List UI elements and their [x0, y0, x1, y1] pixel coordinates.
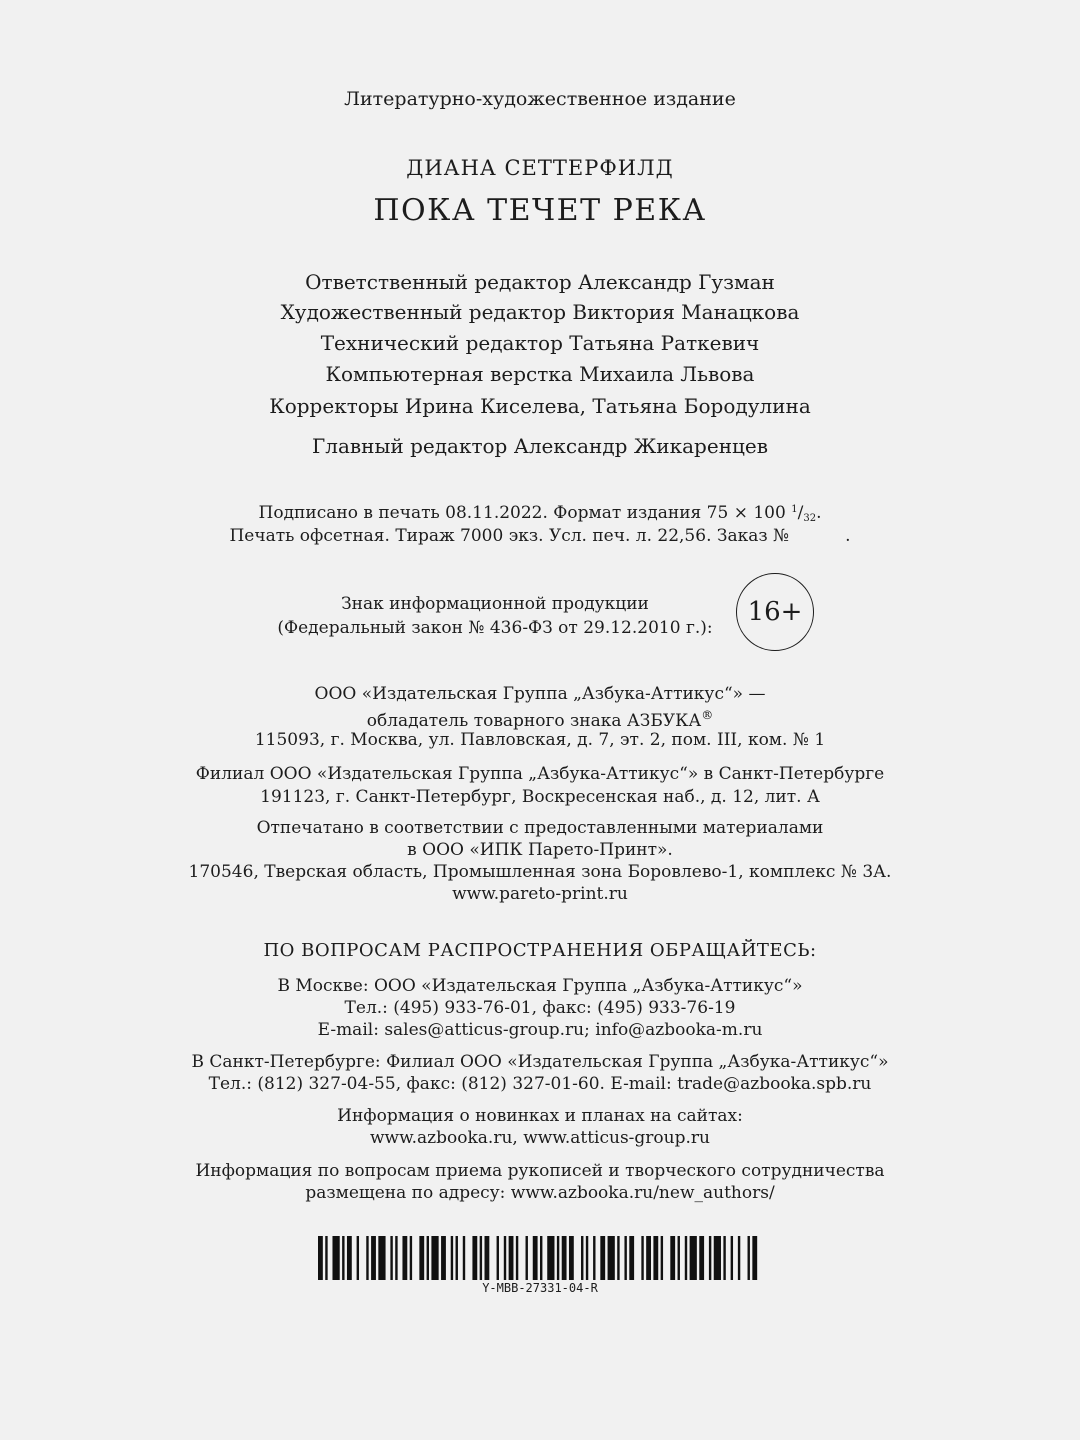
publisher-trademark: обладатель товарного знака АЗБУКА® [366, 708, 714, 731]
registered-icon: ® [701, 708, 714, 722]
barcode-bar [748, 1236, 750, 1280]
barcode-bar [497, 1236, 499, 1280]
age-rating-badge: 16+ [736, 573, 814, 651]
barcode-bar [463, 1236, 465, 1280]
barcode-bar [685, 1236, 687, 1280]
barcode-bar [678, 1236, 680, 1280]
distribution-spb: В Санкт-Петербурге: Филиал ООО «Издательская Группа „Азбука-Аттикус“» [191, 1052, 889, 1072]
barcode-bar [617, 1236, 619, 1280]
sites-info: Информация о новинках и планах на сайтах: [337, 1106, 743, 1126]
manuscripts-info: Информация по вопросам приема рукописей и творческого сотрудничества [195, 1161, 885, 1181]
credit-line: Технический редактор Татьяна Раткевич [320, 331, 760, 355]
barcode-bar [547, 1236, 554, 1280]
manuscripts-address: размещена по адресу: www.azbooka.ru/new_authors/ [305, 1183, 775, 1203]
barcode-bar [526, 1236, 528, 1280]
barcode-bar [378, 1236, 385, 1280]
barcode-bar [699, 1236, 704, 1280]
distribution-moscow: В Москве: ООО «Издательская Группа „Азбука-Аттикус“» [277, 976, 803, 996]
author-name: ДИАНА СЕТТЕРФИЛД [406, 156, 674, 180]
barcode-bar [390, 1236, 392, 1280]
barcode-bar [670, 1236, 675, 1280]
barcode-bar [646, 1236, 651, 1280]
barcode-graphic [318, 1236, 762, 1280]
barcode-bar [410, 1236, 412, 1280]
barcode-bar [600, 1236, 605, 1280]
barcode-bar [562, 1236, 567, 1280]
barcode-bar [347, 1236, 352, 1280]
barcode-bar [586, 1236, 588, 1280]
barcode-bar [366, 1236, 368, 1280]
barcode-bar [516, 1236, 518, 1280]
barcode-bar [738, 1236, 740, 1280]
barcode-bar [752, 1236, 757, 1280]
barcode-bar [723, 1236, 725, 1280]
series-label: Литературно-художественное издание [344, 88, 736, 110]
barcode-bar [714, 1236, 721, 1280]
barcode-bar [427, 1236, 429, 1280]
barcode-bar [653, 1236, 658, 1280]
barcode-bar [431, 1236, 438, 1280]
barcode-bar [509, 1236, 514, 1280]
distribution-title: ПО ВОПРОСАМ РАСПРОСТРАНЕНИЯ ОБРАЩАЙТЕСЬ: [263, 940, 817, 961]
credit-line: Ответственный редактор Александр Гузман [305, 270, 775, 294]
barcode-bar [342, 1236, 344, 1280]
book-title: ПОКА ТЕЧЕТ РЕКА [373, 193, 707, 228]
barcode-bar [325, 1236, 327, 1280]
branch-address: 191123, г. Санкт-Петербург, Воскресенская наб., д. 12, лит. А [260, 787, 820, 807]
sites-list: www.azbooka.ru, www.atticus-group.ru [370, 1128, 710, 1148]
barcode-bar [318, 1236, 323, 1280]
printer-name: в ООО «ИПК Парето-Принт». [407, 840, 673, 860]
credit-line: Компьютерная верстка Михаила Львова [325, 362, 755, 386]
printer-address: 170546, Тверская область, Промышленная зона Боровлево-1, комплекс № 3А. [188, 862, 892, 882]
barcode-bar [456, 1236, 458, 1280]
barcode-bar [569, 1236, 574, 1280]
credit-line: Художественный редактор Виктория Манацкова [280, 300, 800, 324]
barcode-bar [357, 1236, 359, 1280]
barcode-bar [540, 1236, 542, 1280]
barcode-bar [504, 1236, 506, 1280]
barcode-bar [441, 1236, 446, 1280]
barcode-bar [472, 1236, 477, 1280]
barcode-bar [731, 1236, 733, 1280]
barcode-bar [451, 1236, 453, 1280]
barcode-bar [332, 1236, 339, 1280]
barcode-bar [608, 1236, 615, 1280]
publisher-line: ООО «Издательская Группа „Азбука-Аттикус“» — [314, 684, 766, 704]
barcode-bar [419, 1236, 424, 1280]
barcode-bar [581, 1236, 583, 1280]
printer-site: www.pareto-print.ru [452, 884, 628, 904]
barcode-bar [629, 1236, 634, 1280]
barcode-bar [371, 1236, 376, 1280]
publisher-address: 115093, г. Москва, ул. Павловская, д. 7, эт. 2, пом. III, ком. № 1 [254, 730, 826, 750]
print-info-line-1: Подписано в печать 08.11.2022. Формат издания 75 × 100 $^1$/32. [258, 503, 822, 524]
distribution-spb-contacts: Тел.: (812) 327-04-55, факс: (812) 327-01-60. E-mail: trade@azbooka.spb.ru [208, 1074, 872, 1094]
barcode-bar [641, 1236, 643, 1280]
print-info-line-2: Печать офсетная. Тираж 7000 экз. Усл. печ. л. 22,56. Заказ № . [229, 526, 851, 546]
distribution-moscow-email: E-mail: sales@atticus-group.ru; info@azbooka-m.ru [317, 1020, 763, 1040]
age-mark-label: Знак информационной продукции [341, 594, 649, 614]
credit-line: Корректоры Ирина Киселева, Татьяна Бородулина [269, 394, 811, 418]
barcode-bar [533, 1236, 538, 1280]
distribution-moscow-phone: Тел.: (495) 933-76-01, факс: (495) 933-76-19 [344, 998, 736, 1018]
branch-line: Филиал ООО «Издательская Группа „Азбука-Аттикус“» в Санкт-Петербурге [195, 764, 885, 784]
barcode-bar [402, 1236, 407, 1280]
age-mark-law: (Федеральный закон № 436-ФЗ от 29.12.2010 г.): [277, 618, 713, 638]
barcode-bar [709, 1236, 711, 1280]
barcode-bar [557, 1236, 559, 1280]
barcode-bar [593, 1236, 595, 1280]
barcode-bar [395, 1236, 397, 1280]
barcode-code: Y-MBB-27331-04-R [482, 1281, 598, 1295]
barcode-bar [485, 1236, 490, 1280]
barcode-bar [480, 1236, 482, 1280]
barcode-bar [661, 1236, 663, 1280]
printer-line: Отпечатано в соответствии с предоставленными материалами [256, 818, 824, 838]
chief-editor: Главный редактор Александр Жикаренцев [312, 434, 768, 458]
barcode-bar [624, 1236, 626, 1280]
barcode-bar [690, 1236, 697, 1280]
